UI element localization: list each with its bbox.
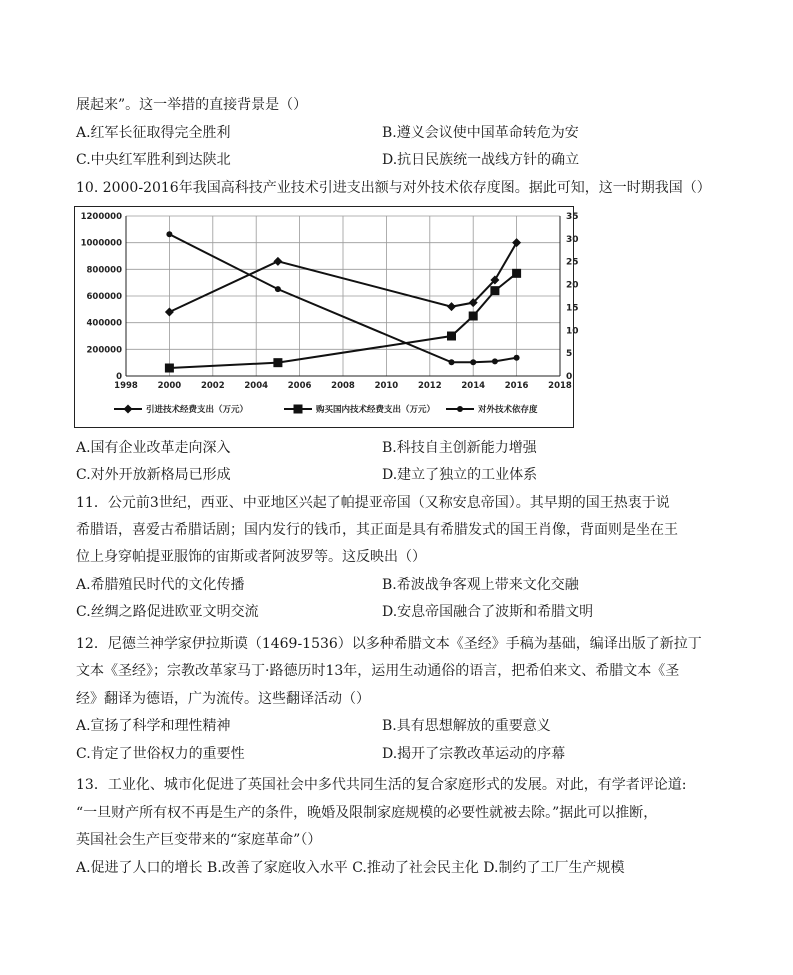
q12-stem-line-1: 12．尼德兰神学家伊拉斯谟（1469-1536）以多种希腊文本《圣经》手稿为基础，编译出版了新拉丁 [76, 636, 702, 652]
q10-option-d[interactable]: D.建立了独立的工业体系 [382, 467, 538, 483]
y-left-tick-label: 1000000 [80, 238, 122, 249]
q11-option-b[interactable]: B.希波战争客观上带来文化交融 [382, 577, 579, 593]
y-right-tick-label: 35 [566, 212, 579, 222]
y-right-tick-label: 30 [566, 234, 579, 245]
dot-marker [449, 359, 455, 365]
legend-label: 引进技术经费支出（万元） [146, 405, 249, 415]
x-tick-label: 2002 [200, 381, 225, 391]
square-marker [165, 364, 174, 373]
q13-options-line[interactable]: A.促进了人口的增长 B.改善了家庭收入水平 C.推动了社会民主化 D.制约了工厂生产规模 [76, 860, 625, 876]
square-marker [490, 286, 499, 295]
dot-marker [514, 355, 520, 361]
q10-option-a[interactable]: A.国有企业改革走向深入 [76, 440, 231, 456]
dot-marker [166, 231, 172, 237]
y-left-tick-label: 0 [116, 372, 122, 382]
x-tick-label: 2012 [417, 381, 442, 391]
q13-stem-line-3: 英国社会生产巨变带来的“家庭革命”（） [76, 832, 322, 848]
square-marker [294, 405, 303, 414]
q11-option-a[interactable]: A.希腊殖民时代的文化传播 [76, 577, 245, 593]
x-tick-label: 2000 [157, 381, 182, 391]
q11-option-d[interactable]: D.安息帝国融合了波斯和希腊文明 [382, 604, 594, 620]
chart-border [75, 207, 574, 428]
q9-option-a[interactable]: A.红军长征取得完全胜利 [76, 125, 231, 141]
x-tick-label: 2014 [461, 381, 486, 391]
q13-stem-line-1: 13．工业化、城市化促进了英国社会中多代共同生活的复合家庭形式的发展。对此，有学者评论道: [76, 777, 687, 793]
y-left-tick-label: 800000 [86, 265, 122, 276]
q10-stem: 10. 2000-2016年我国高科技产业技术引进支出额与对外技术依存度图。据此可知，这一时期我国（） [76, 180, 711, 196]
y-right-tick-label: 25 [566, 257, 579, 268]
q9-option-d[interactable]: D.抗日民族统一战线方针的确立 [382, 152, 580, 168]
x-tick-label: 2018 [548, 381, 572, 391]
y-left-tick-label: 600000 [86, 292, 122, 302]
y-right-tick-label: 10 [566, 326, 579, 337]
q10-option-c[interactable]: C.对外开放新格局已形成 [76, 467, 231, 483]
x-tick-label: 1998 [114, 381, 138, 391]
y-left-tick-label: 200000 [86, 345, 122, 356]
q13-stem-line-2: “一旦财产所有权不再是生产的条件，晚婚及限制家庭规模的必要性就被去除。”据此可以推断， [76, 805, 658, 821]
q11-stem-line-2: 希腊语，喜爱古希腊话剧；国内发行的钱币，其正面是具有希腊发式的国王肖像，背面则是坐在王 [76, 522, 678, 538]
x-tick-label: 2004 [244, 381, 269, 391]
q9-option-c[interactable]: C.中央红军胜利到达陕北 [76, 152, 231, 168]
legend-label: 对外技术依存度 [478, 405, 538, 415]
y-right-tick-label: 20 [566, 280, 579, 291]
dot-marker [275, 286, 281, 292]
q12-stem-line-3: 经》翻译为德语，广为流传。这些翻译活动（） [76, 691, 370, 707]
q12-stem-line-2: 文本《圣经》；宗教改革家马丁·路德历时13年，运用生动通俗的语言，把希伯来文、希腊文本《圣 [76, 663, 680, 679]
q9-option-b[interactable]: B.遵义会议使中国革命转危为安 [382, 125, 579, 141]
dot-marker [470, 359, 476, 365]
y-right-tick-label: 5 [566, 349, 573, 360]
q11-stem-line-3: 位上身穿帕提亚服饰的宙斯或者阿波罗等。这反映出（） [76, 549, 426, 565]
x-tick-label: 2016 [504, 381, 529, 391]
y-right-tick-label: 0 [566, 372, 573, 382]
q9-stem-tail: 展起来”。这一举措的直接背景是（） [76, 97, 308, 113]
y-left-tick-label: 1200000 [80, 212, 122, 222]
x-tick-label: 2010 [374, 381, 399, 391]
legend-label: 购买国内技术经费支出（万元） [316, 405, 436, 415]
q11-stem-line-1: 11．公元前3世纪，西亚、中亚地区兴起了帕提亚帝国（又称安息帝国）。其早期的国王热衷于说 [76, 495, 670, 511]
q12-option-d[interactable]: D.揭开了宗教改革运动的序幕 [382, 746, 566, 762]
y-right-tick-label: 15 [566, 303, 579, 314]
square-marker [447, 332, 456, 341]
dot-marker [457, 406, 463, 412]
x-tick-label: 2008 [331, 381, 355, 391]
q12-option-c[interactable]: C.肯定了世俗权力的重要性 [76, 746, 245, 762]
y-left-tick-label: 400000 [86, 318, 122, 329]
tech-expenditure-chart [74, 206, 579, 428]
square-marker [512, 269, 521, 278]
dot-marker [492, 358, 498, 364]
q11-option-c[interactable]: C.丝绸之路促进欧亚文明交流 [76, 604, 259, 620]
q12-option-a[interactable]: A.宣扬了科学和理性精神 [76, 718, 231, 734]
q10-option-b[interactable]: B.科技自主创新能力增强 [382, 440, 537, 456]
square-marker [469, 312, 478, 321]
square-marker [273, 358, 282, 367]
q12-option-b[interactable]: B.具有思想解放的重要意义 [382, 718, 551, 734]
x-tick-label: 2006 [287, 381, 312, 391]
